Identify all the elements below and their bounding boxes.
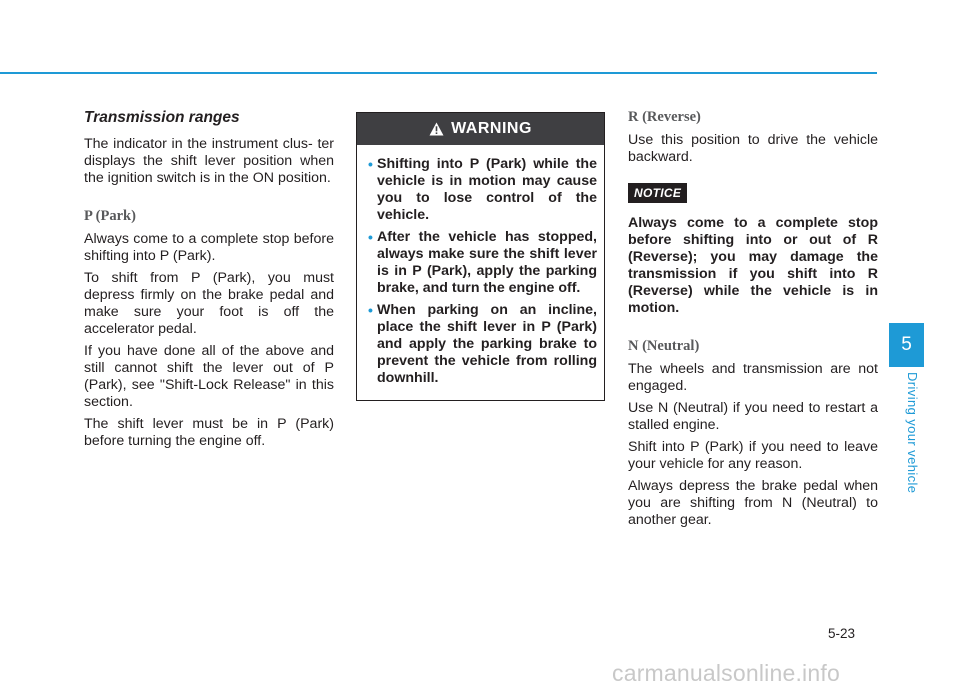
chapter-title: Driving your vehicle [905, 372, 920, 494]
warning-item: • Shifting into P (Park) while the vehicle is in motion may cause you to lose control of the vehicle. [368, 156, 597, 223]
page-number: 5-23 [828, 626, 856, 641]
warning-header [357, 113, 604, 145]
section-heading-transmission-ranges: Transmission ranges [84, 109, 240, 126]
bullet-icon: • [368, 302, 373, 318]
notice-text: Always come to a complete stop before shifting into or out of R (Reverse); you may damage the transmission if you shift into R (Reverse) while the vehicle is in motion. [628, 215, 878, 316]
park-paragraph: To shift from P (Park), you must depress firmly on the brake pedal and make sure your foot is off the accelerator pedal. [84, 270, 334, 337]
warning-box [356, 112, 605, 401]
right-column [628, 109, 878, 534]
park-paragraph: Always come to a complete stop before shifting into P (Park). [84, 231, 334, 264]
neutral-paragraph: The wheels and transmission are not engaged. [628, 361, 878, 394]
neutral-heading: N (Neutral) [628, 338, 700, 354]
top-divider [0, 72, 877, 74]
watermark: carmanualsonline.info [612, 660, 840, 686]
bullet-icon: • [368, 229, 373, 245]
park-heading: P (Park) [84, 208, 136, 224]
warning-item: • After the vehicle has stopped, always make sure the shift lever is in P (Park), apply the parking brake, and turn the engine off. [368, 229, 597, 296]
neutral-paragraph: Use N (Neutral) if you need to restart a stalled engine. [628, 400, 878, 433]
warning-item: • When parking on an incline, place the shift lever in P (Park) and apply the parking brake to prevent the vehicle from rolling downhill. [368, 302, 597, 386]
warning-list [357, 145, 604, 387]
reverse-heading: R (Reverse) [628, 109, 701, 125]
bullet-icon: • [368, 156, 373, 172]
intro-paragraph: The indicator in the instrument clus- ter displays the shift lever position when the ignition switch is in the ON position. [84, 136, 334, 186]
park-paragraph: If you have done all of the above and still cannot shift the lever out of P (Park), see "Shift-Lock Release" in this section. [84, 343, 334, 410]
chapter-tab: 5 [889, 323, 924, 367]
warning-title: WARNING [451, 120, 532, 137]
neutral-paragraph: Shift into P (Park) if you need to leave your vehicle for any reason. [628, 439, 878, 472]
reverse-paragraph: Use this position to drive the vehicle backward. [628, 132, 878, 165]
park-paragraph: The shift lever must be in P (Park) before turning the engine off. [84, 416, 334, 449]
warning-triangle-icon [429, 122, 444, 136]
left-column [84, 109, 334, 455]
notice-badge: NOTICE [628, 183, 687, 203]
neutral-paragraph: Always depress the brake pedal when you are shifting from N (Neutral) to another gear. [628, 478, 878, 528]
